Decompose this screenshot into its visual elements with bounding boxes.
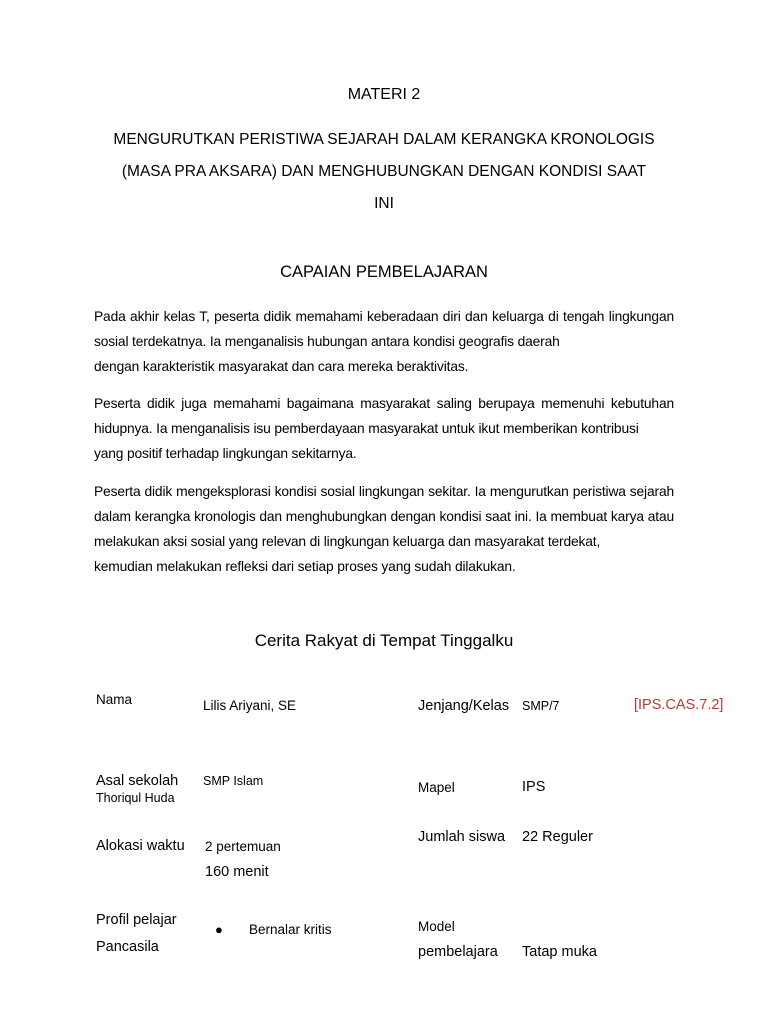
alokasi-waktu-value-2: 160 menit [205,864,269,880]
asal-sekolah-label-2: Thoriqul Huda [96,791,175,805]
model-label: Model [418,919,455,934]
capaian-paragraph-1 [94,304,674,379]
paragraph-3-last-line: kemudian melakukan refleksi dari setiap proses yang sudah dilakukan. [94,559,516,574]
asal-sekolah-value: SMP Islam [203,774,264,788]
subtitle-line-1: MENGURUTKAN PERISTIWA SEJARAH DALAM KERANGKA KRONOLOGIS [113,131,655,148]
kode-capaian: [IPS.CAS.7.2] [634,697,724,713]
nama-label: Nama [96,692,133,707]
alokasi-waktu-label: Alokasi waktu [96,838,185,854]
paragraph-3-body: Peserta didik mengeksplorasi kondisi sosial lingkungan sekitar. Ia mengurutkan peristiwa sejarah dalam kerangka kronologis dan menghubungkan dengan kondisi saat ini. Ia membuat karya atau melakukan aksi sosial yang relevan di lingkungan keluarga dan masyarakat terdekat, [94,484,674,549]
jumlah-siswa-value: 22 Reguler [522,829,593,845]
subtitle-line-2: (MASA PRA AKSARA) DAN MENGHUBUNGKAN DENGAN KONDISI SAAT [121,163,647,180]
subtitle-line-3: INI [374,195,394,212]
paragraph-2-body: Peserta didik juga memahami bagaimana masyarakat saling berupaya memenuhi kebutuhan hidupnya. Ia menganalisis isu pemberdayaan masyarakat untuk ikut memberikan kontribusi [94,396,674,436]
profil-pelajar-value: Bernalar kritis [249,922,332,937]
model-value: Tatap muka [522,944,597,960]
bullet-icon: ● [215,922,223,937]
nama-value: Lilis Ariyani, SE [203,698,297,713]
profil-pelajar-label: Profil pelajar [96,912,177,928]
capaian-paragraph-3 [94,479,674,579]
capaian-heading: CAPAIAN PEMBELAJARAN [280,263,488,281]
model-label-2: pembelajara [418,944,498,960]
asal-sekolah-label: Asal sekolah [96,773,179,789]
profil-pelajar-label-2: Pancasila [96,939,159,955]
jumlah-siswa-label: Jumlah siswa [418,829,506,845]
mapel-label: Mapel [418,780,455,795]
jenjang-value: SMP/7 [522,699,560,713]
cerita-heading: Cerita Rakyat di Tempat Tinggalku [254,631,514,650]
mapel-value: IPS [522,779,546,795]
capaian-paragraph-2 [94,391,674,466]
document-title: MATERI 2 [347,86,421,103]
jenjang-label: Jenjang/Kelas [418,698,510,714]
paragraph-2-last-line: yang positif terhadap lingkungan sekitarnya. [94,446,357,461]
paragraph-1-last-line: dengan karakteristik masyarakat dan cara mereka beraktivitas. [94,359,469,374]
alokasi-waktu-value-1: 2 pertemuan [205,839,281,854]
paragraph-1-body: Pada akhir kelas T, peserta didik memahami keberadaan diri dan keluarga di tengah lingkungan sosial terdekatnya. Ia menganalisis hubungan antara kondisi geografis daerah [94,309,674,349]
